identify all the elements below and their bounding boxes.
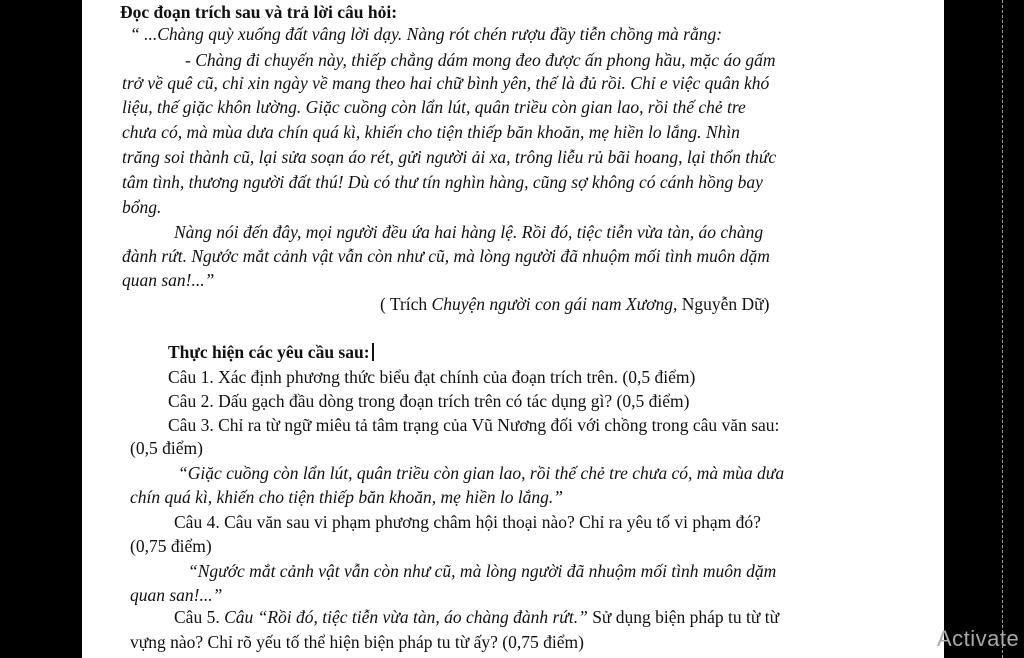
citation-suffix: Nguyễn Dữ) — [677, 294, 770, 314]
question-5-prefix: Câu 5. — [174, 607, 225, 627]
passage-line-11: quan san!...” — [122, 270, 215, 290]
question-4-points: (0,75 điểm) — [130, 536, 212, 556]
text-cursor — [372, 343, 374, 361]
question-4-quote-line-1: “Ngước mắt cảnh vật vẫn còn như cũ, mà lòng người đã nhuộm mối tình muôn dặm — [188, 561, 777, 581]
passage-line-6: trăng soi thành cũ, lại sửa soạn áo rét, gửi người ải xa, trông liễu rủ bãi hoang, lại thổn thức — [122, 147, 777, 167]
tasks-heading — [168, 341, 374, 363]
passage-line-5: chưa có, mà mùa dưa chín quá kì, khiến cho tiện thiếp băn khoăn, mẹ hiền lo lắng. Nhìn — [122, 122, 740, 142]
passage-line-7: tâm tình, thương người đất thú! Dù có thư tín nghìn hàng, cũng sợ không có cánh hồng bay — [122, 172, 763, 192]
question-3-quote-line-1: “Giặc cuồng còn lẩn lút, quân triều còn gian lao, rồi thế chẻ tre chưa có, mà mùa dưa — [178, 463, 785, 483]
question-5-quote: Câu “Rồi đó, tiệc tiễn vừa tàn, áo chàng đành rứt.” — [224, 607, 588, 627]
citation-prefix: ( Trích — [380, 294, 432, 314]
citation-title: Chuyện người con gái nam Xương, — [431, 294, 678, 314]
passage-line-3: trở về quê cũ, chỉ xin ngày về mang theo hai chữ bình yên, thế là đủ rồi. Chỉ e việc quân khó — [122, 73, 770, 93]
document-page — [82, 0, 1020, 658]
instruction-heading: Đọc đoạn trích sau và trả lời câu hỏi: — [120, 2, 398, 22]
page-margin-guide — [1002, 0, 1004, 658]
question-3: Câu 3. Chỉ ra từ ngữ miêu tả tâm trạng của Vũ Nương đối với chồng trong câu văn sau: — [168, 415, 780, 435]
passage-line-2: - Chàng đi chuyến này, thiếp chẳng dám mong đeo được ấn phong hầu, mặc áo gấm — [185, 50, 776, 70]
passage-line-10: đành rứt. Ngước mắt cảnh vật vẫn còn như cũ, mà lòng người đã nhuộm mối tình muôn dặm — [122, 246, 770, 266]
question-5-line-2: vựng nào? Chỉ rõ yếu tố thể hiện biện pháp tu từ ấy? (0,75 điểm) — [130, 632, 584, 652]
passage-line-9: Nàng nói đến đây, mọi người đều ứa hai hàng lệ. Rồi đó, tiệc tiễn vừa tàn, áo chàng — [174, 222, 764, 242]
question-4-quote-line-2: quan san!...” — [130, 585, 223, 605]
tasks-heading-text: Thực hiện các yêu cầu sau: — [168, 342, 370, 362]
question-2: Câu 2. Dấu gạch đầu dòng trong đoạn trích trên có tác dụng gì? (0,5 điểm) — [168, 391, 690, 411]
question-5-suffix: Sử dụng biện pháp tu từ từ — [587, 607, 780, 627]
activation-watermark: Activate — [937, 626, 1020, 651]
question-1: Câu 1. Xác định phương thức biểu đạt chính của đoạn trích trên. (0,5 điểm) — [168, 367, 696, 387]
question-3-points: (0,5 điểm) — [130, 438, 203, 458]
passage-line-4: liệu, thế giặc khôn lường. Giặc cuồng còn lẩn lút, quân triều còn gian lao, rồi thế chẻ tre — [122, 97, 746, 117]
question-5 — [174, 606, 779, 628]
passage-line-8: bổng. — [122, 197, 162, 217]
passage-line-1: “ ...Chàng quỳ xuống đất vâng lời dạy. Nàng rót chén rượu đầy tiễn chồng mà rằng: — [130, 24, 723, 44]
question-3-quote-line-2: chín quá kì, khiến cho tiện thiếp băn khoăn, mẹ hiền lo lắng.” — [130, 487, 564, 507]
citation — [380, 293, 769, 315]
question-4: Câu 4. Câu văn sau vi phạm phương châm hội thoại nào? Chỉ ra yêu tố vi phạm đó? — [174, 512, 761, 532]
